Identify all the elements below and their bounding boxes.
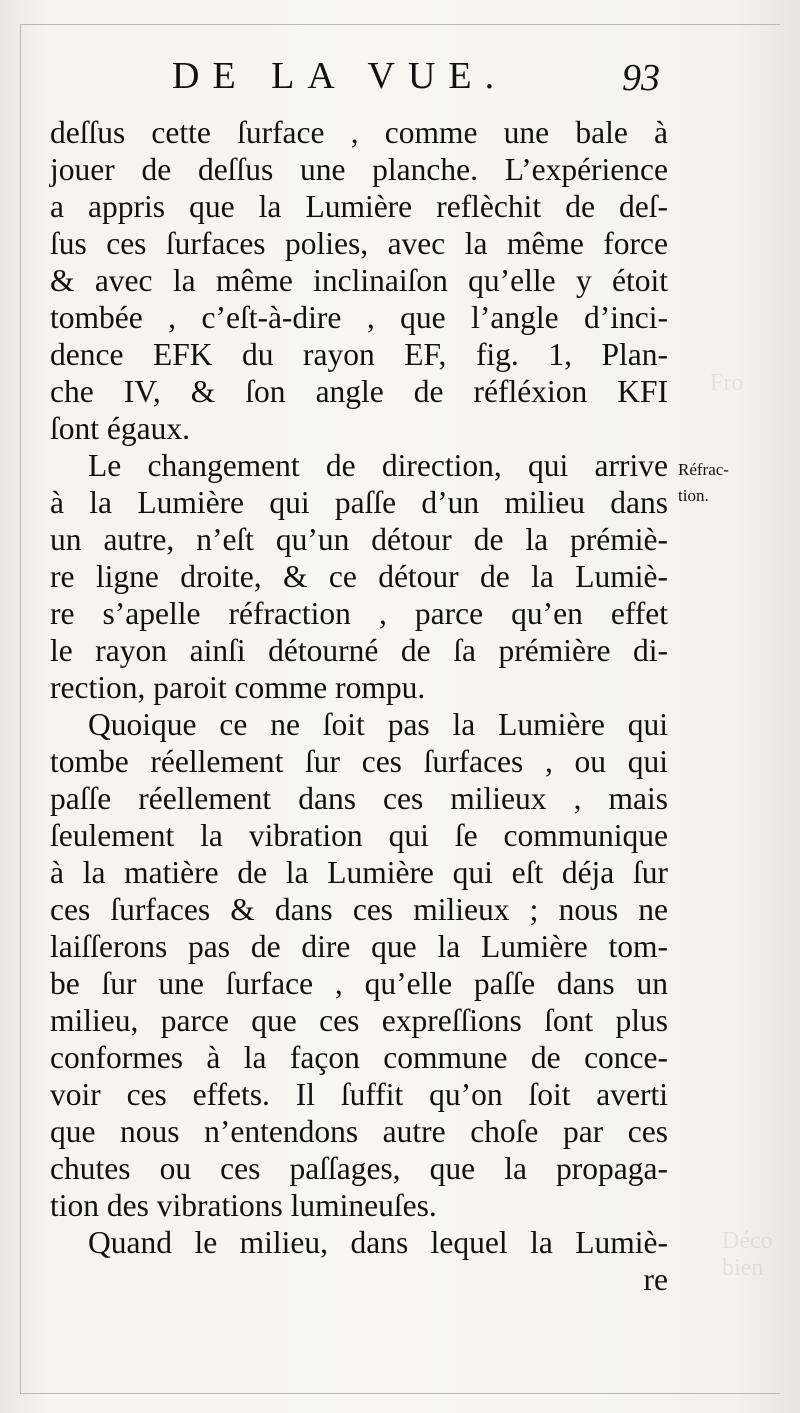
text-line: un autre, n’eſt qu’un détour de la prémiè-: [50, 522, 668, 557]
text-line: à la matière de la Lumière qui eſt déja ſur: [50, 855, 668, 890]
page-header: [0, 54, 800, 98]
running-head: DE LA VUE.: [172, 55, 508, 97]
catchword: re: [643, 1262, 668, 1297]
text-line: ces ſurfaces & dans ces milieux ; nous ne: [50, 892, 668, 927]
show-through-text: bien: [722, 1255, 764, 1281]
text-line: ſeulement la vibration qui ſe communique: [50, 818, 668, 853]
text-line: & avec la même inclinaiſon qu’elle y étoit: [50, 263, 668, 298]
text-line: ſus ces ſurfaces polies, avec la même force: [50, 226, 668, 261]
text-line: deſſus cette ſurface , comme une bale à: [50, 115, 668, 150]
paragraph-end-line: rection, paroit comme rompu.: [50, 670, 426, 705]
text-line: re s’apelle réfraction , parce qu’en effet: [50, 596, 668, 631]
page-edge-top: [20, 24, 780, 25]
page-edge-left: [20, 24, 21, 1394]
paragraph-start-line: Le changement de direction, qui arrive: [88, 448, 668, 483]
margin-note-line: tion.: [678, 486, 709, 505]
text-line: tombée , c’eſt-à-dire , que l’angle d’inci-: [50, 300, 668, 335]
text-line: laiſſerons pas de dire que la Lumière tom-: [50, 929, 668, 964]
paragraph-start-line: Quoique ce ne ſoit pas la Lumière qui: [88, 707, 668, 742]
text-line: a appris que la Lumière reflèchit de deſ-: [50, 189, 668, 224]
text-line: à la Lumière qui paſſe d’un milieu dans: [50, 485, 668, 520]
paragraph-end-line: tion des vibrations lumineuſes.: [50, 1188, 437, 1223]
margin-note-line: Réfrac-: [678, 460, 729, 479]
paragraph-start-line: Quand le milieu, dans lequel la Lumiè-: [88, 1225, 668, 1260]
text-line: tombe réellement ſur ces ſurfaces , ou qui: [50, 744, 668, 779]
text-line: paſſe réellement dans ces milieux , mais: [50, 781, 668, 816]
text-line: le rayon ainſi détourné de ſa prémière di-: [50, 633, 668, 668]
text-line: che IV, & ſon angle de réfléxion KFI: [50, 374, 668, 409]
text-line: re ligne droite, & ce détour de la Lumiè-: [50, 559, 668, 594]
body-text: [50, 114, 668, 1298]
text-line: dence EFK du rayon EF, fig. 1, Plan-: [50, 337, 668, 372]
text-line: jouer de deſſus une planche. L’expérience: [50, 152, 668, 187]
text-line: chutes ou ces paſſages, que la propaga-: [50, 1151, 668, 1186]
text-line: que nous n’entendons autre choſe par ces: [50, 1114, 668, 1149]
text-line: conformes à la façon commune de conce-: [50, 1040, 668, 1075]
page-number: 93: [622, 57, 660, 99]
text-line: milieu, parce que ces expreſſions ſont plus: [50, 1003, 668, 1038]
page-edge-bottom: [20, 1393, 780, 1394]
margin-note-refraction: [678, 457, 778, 509]
text-line: voir ces effets. Il ſuffit qu’on ſoit averti: [50, 1077, 668, 1112]
text-line: be ſur une ſurface , qu’elle paſſe dans un: [50, 966, 668, 1001]
show-through-text: Fro: [710, 370, 744, 396]
paragraph-end-line: ſont égaux.: [50, 411, 190, 446]
show-through-text: Déco: [722, 1228, 773, 1254]
